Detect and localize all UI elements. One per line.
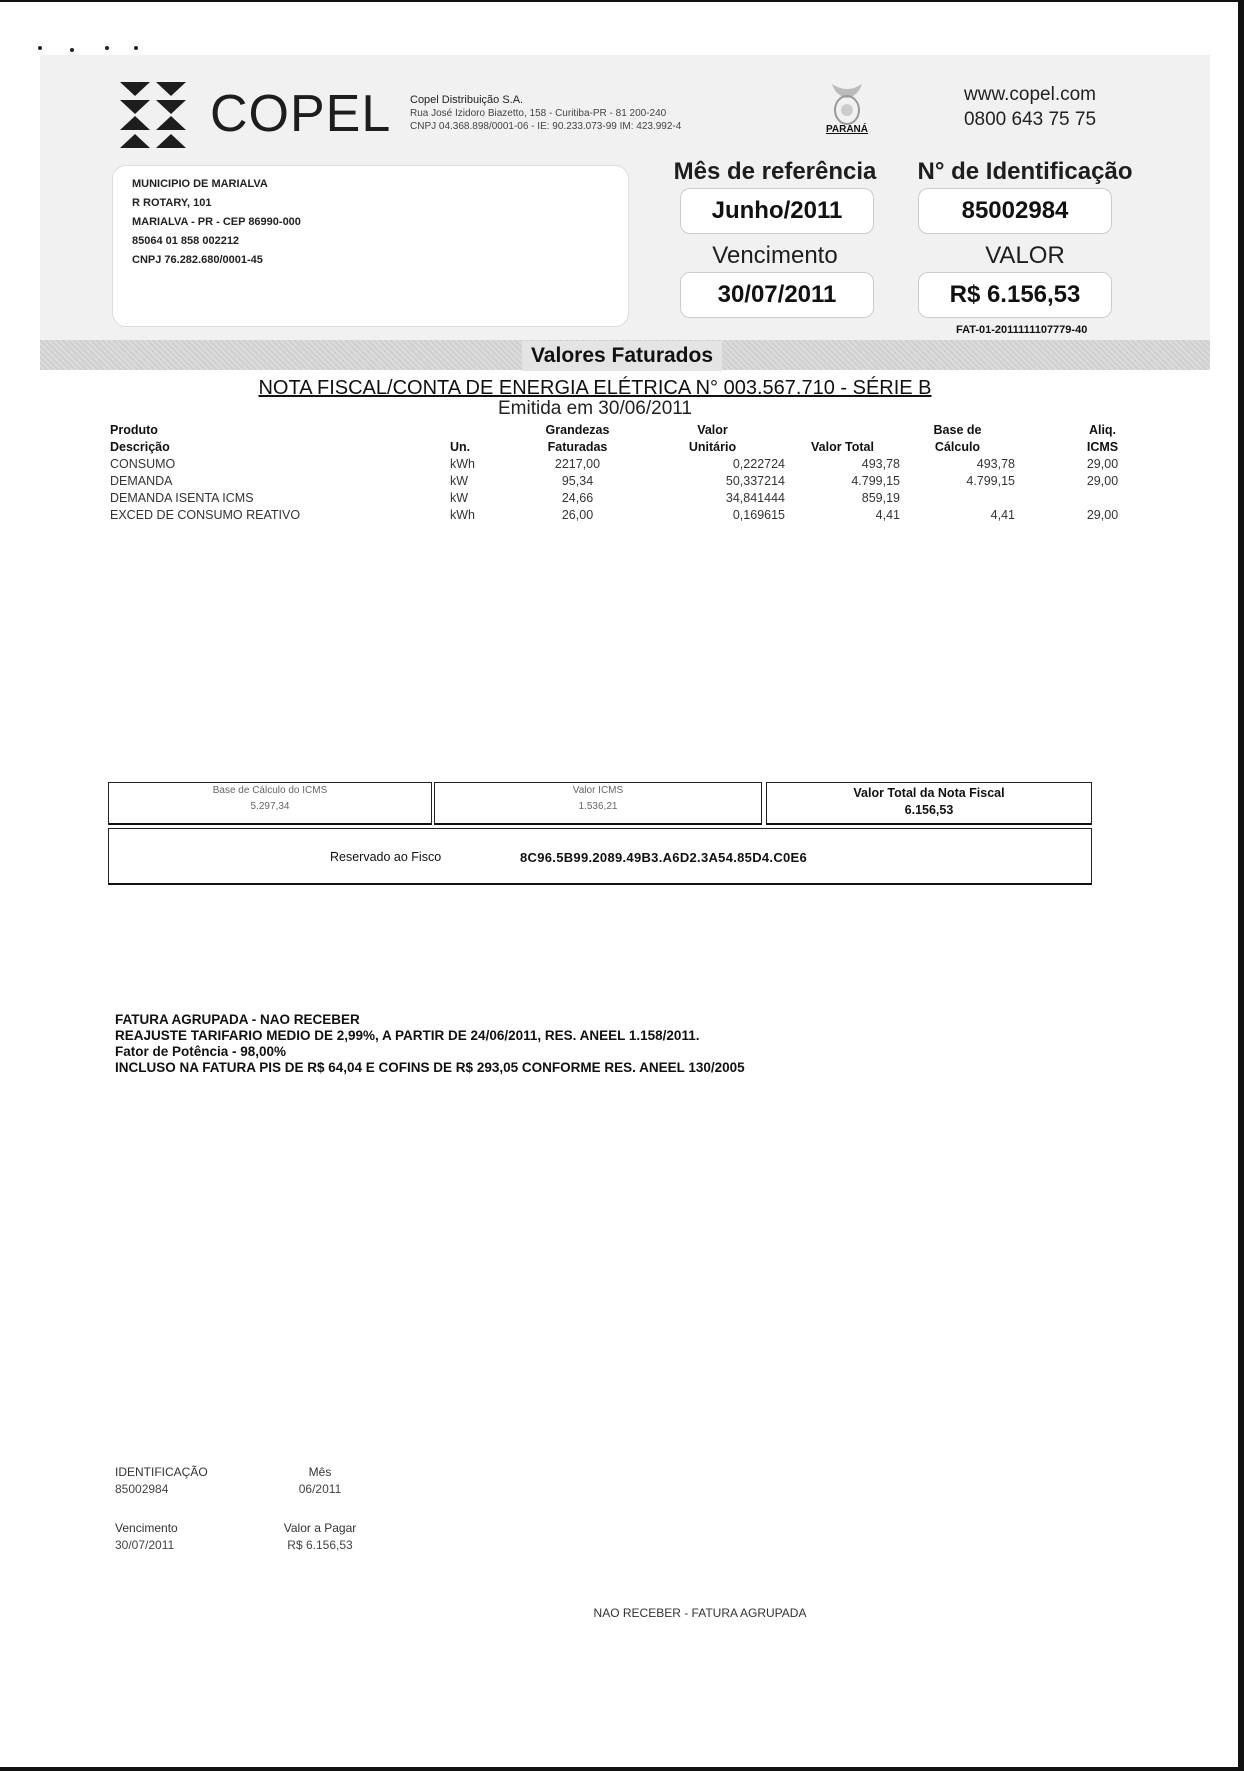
customer-address [132, 175, 301, 270]
footer-due-value: 30/07/2011 [115, 1538, 175, 1552]
customer-account: 85064 01 858 002212 [132, 235, 240, 247]
cell-qty: 2217,00 [554, 457, 601, 471]
footer-month [275, 1464, 365, 1498]
customer-city: MARIALVA - PR - CEP 86990-000 [132, 216, 301, 228]
cell-base: 4.799,15 [966, 474, 1015, 488]
company-name: Copel Distribuição S.A. [410, 94, 524, 106]
cell-aliq: 29,00 [1086, 508, 1119, 522]
company-address: Rua José Izidoro Biazetto, 158 - Curitiba-PR - 81 200-240 [410, 108, 667, 119]
total-nf-label: Valor Total da Nota Fiscal [853, 786, 1005, 800]
fisco-label: Reservado ao Fisco [330, 850, 442, 864]
cell-base: 4,41 [990, 508, 1015, 522]
page-border-bottom [0, 1767, 1244, 1771]
website-link[interactable]: www.copel.com [964, 84, 1096, 105]
cell-aliq: 29,00 [1086, 474, 1119, 488]
scan-speck [38, 46, 42, 50]
brand-name: COPEL [210, 85, 392, 143]
footer-due-label: Vencimento [115, 1521, 178, 1535]
footer-id-label: IDENTIFICAÇÃO [115, 1465, 208, 1479]
col-header-total [785, 422, 900, 456]
cell-total: 4.799,15 [851, 474, 900, 488]
customer-name: MUNICIPIO DE MARIALVA [132, 178, 268, 190]
header-base-de: Base de [933, 423, 982, 437]
footer-pay-value: R$ 6.156,53 [287, 1538, 353, 1552]
fat-code: FAT-01-2011111107779-40 [956, 324, 1088, 336]
customer-street: R ROTARY, 101 [132, 197, 212, 209]
parana-crest-icon [822, 80, 872, 128]
cell-unit: kWh [450, 508, 475, 522]
cell-base [900, 490, 1015, 507]
footer-pay-label: Valor a Pagar [283, 1521, 357, 1535]
contact-info [930, 82, 1130, 132]
icms-base-label: Base de Cálculo do ICMS [212, 785, 328, 796]
header-valor-total: Valor Total [811, 440, 874, 454]
section-title: Valores Faturados [522, 341, 722, 371]
col-header-base [900, 422, 1015, 456]
header-produto: Produto [110, 423, 158, 437]
footer-pay [270, 1520, 370, 1554]
col-header-product [110, 422, 450, 456]
company-info [410, 94, 681, 133]
cell-desc: CONSUMO [110, 457, 176, 471]
cell-qty: 95,34 [561, 474, 594, 488]
cell-total: 859,19 [861, 491, 900, 505]
table-row [110, 490, 1190, 507]
header-aliq: Aliq. [1088, 423, 1117, 437]
header-un: Un. [450, 440, 471, 454]
col-header-qty [515, 422, 640, 456]
header-icms: ICMS [1086, 440, 1119, 454]
cell-unit: kW [450, 474, 469, 488]
cell-desc: DEMANDA [110, 474, 173, 488]
col-header-unit [450, 422, 515, 456]
note-line: FATURA AGRUPADA - NAO RECEBER [115, 1012, 360, 1027]
icms-value-label: Valor ICMS [572, 785, 624, 796]
icms-value-amount: 1.536,21 [578, 801, 618, 812]
cell-unit-price: 50,337214 [725, 474, 785, 488]
cell-base: 493,78 [976, 457, 1015, 471]
cell-qty: 24,66 [561, 491, 594, 505]
header-grandezas: Grandezas [545, 423, 610, 437]
scan-speck [134, 46, 138, 50]
col-header-unit-price [640, 422, 785, 456]
header-descricao: Descrição [110, 440, 170, 454]
page-border-right [1238, 0, 1244, 1771]
footer-due [115, 1520, 178, 1554]
invoice-title: NOTA FISCAL/CONTA DE ENERGIA ELÉTRICA N° 003.567.710 - SÉRIE B [258, 377, 932, 399]
footer-notice: NAO RECEBER - FATURA AGRUPADA [593, 1606, 807, 1620]
ref-month-value: Junho/2011 [680, 188, 874, 234]
table-row [110, 473, 1190, 490]
due-date-label: Vencimento [712, 242, 838, 269]
company-ids: CNPJ 04.368.898/0001-06 - IE: 90.233.073-99 IM: 423.992-4 [410, 121, 682, 132]
phone-number: 0800 643 75 75 [963, 109, 1097, 130]
cell-unit-price: 0,222724 [732, 457, 785, 471]
col-header-aliq [1015, 422, 1190, 456]
table-header-row [110, 422, 1190, 456]
invoice-notes [115, 1012, 745, 1076]
cell-unit: kWh [450, 457, 475, 471]
footer-id-value: 85002984 [115, 1482, 169, 1496]
cell-aliq [1015, 490, 1190, 507]
amount-label: VALOR [985, 242, 1065, 269]
page-border-top [0, 0, 1244, 2]
footer-id [115, 1464, 208, 1498]
footer-month-value: 06/2011 [298, 1482, 342, 1496]
header-calculo: Cálculo [934, 440, 981, 454]
header-faturadas: Faturadas [547, 440, 608, 454]
note-line: INCLUSO NA FATURA PIS DE R$ 64,04 E COFINS DE R$ 293,05 CONFORME RES. ANEEL 130/2005 [115, 1060, 745, 1075]
items-table [110, 422, 1190, 524]
cell-qty: 26,00 [561, 508, 594, 522]
scan-speck [70, 48, 74, 52]
footer-month-label: Mês [308, 1465, 332, 1479]
table-row [110, 456, 1190, 473]
cell-unit-price: 0,169615 [732, 508, 785, 522]
fisco-code: 8C96.5B99.2089.49B3.A6D2.3A54.85D4.C0E6 [520, 850, 808, 865]
table-row [110, 507, 1190, 524]
note-line: REAJUSTE TARIFARIO MEDIO DE 2,99%, A PARTIR DE 24/06/2011, RES. ANEEL 1.158/2011. [115, 1028, 700, 1043]
cell-total: 4,41 [875, 508, 900, 522]
note-line: Fator de Potência - 98,00% [115, 1044, 287, 1059]
header-unitario: Unitário [688, 440, 737, 454]
state-label: PARANÁ [825, 124, 869, 135]
cell-total: 493,78 [861, 457, 900, 471]
total-nf-value: 6.156,53 [904, 803, 954, 817]
scan-speck [105, 46, 109, 50]
cell-aliq: 29,00 [1086, 457, 1119, 471]
ref-month-label: Mês de referência [673, 158, 877, 185]
id-label: N° de Identificação [917, 158, 1133, 185]
invoice-emitted-date: Emitida em 30/06/2011 [498, 398, 692, 419]
icms-base-box [108, 782, 432, 825]
icms-value-box [434, 782, 762, 825]
cell-desc: EXCED DE CONSUMO REATIVO [110, 508, 301, 522]
header-valor: Valor [697, 423, 728, 437]
due-date-value: 30/07/2011 [680, 272, 874, 318]
amount-value: R$ 6.156,53 [918, 272, 1112, 318]
total-nf-box [766, 782, 1092, 825]
id-value: 85002984 [918, 188, 1112, 234]
copel-logo-icon [120, 82, 186, 148]
cell-unit-price: 34,841444 [725, 491, 785, 505]
customer-cnpj: CNPJ 76.282.680/0001-45 [132, 254, 263, 266]
cell-unit: kW [450, 491, 469, 505]
cell-desc: DEMANDA ISENTA ICMS [110, 491, 254, 505]
icms-base-value: 5.297,34 [250, 801, 290, 812]
